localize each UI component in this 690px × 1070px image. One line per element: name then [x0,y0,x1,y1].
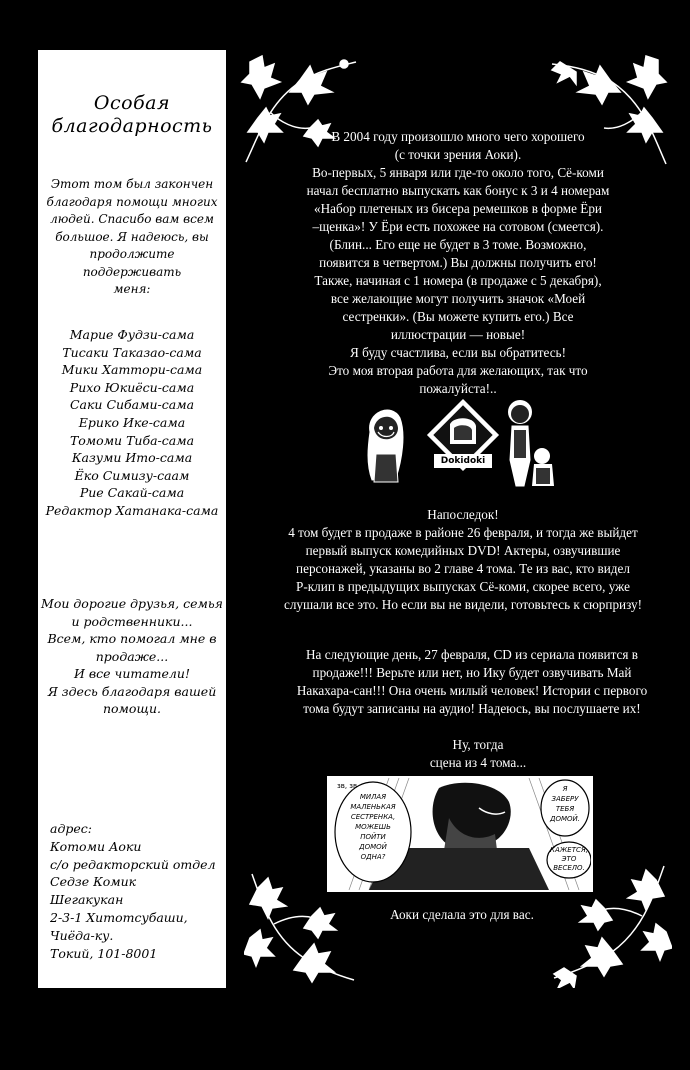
intro-line: большое. Я надеюсь, вы [55,229,209,244]
scene-intro [380,736,576,772]
intro-line: Этот том был закончен [50,177,214,191]
thanks-name: Редактор Хатанака-сама [45,502,219,518]
intro-line: продолжите поддерживать [82,247,182,279]
thanks-panel [38,50,226,988]
address-line: Седзе Комик [50,874,137,890]
speech-bubble-right-lower [547,846,591,873]
address-line: 2-3-1 Хитотсубаши, [50,909,188,925]
text-line: –щенка»! У Ёри есть похожее на сотовом (смеется). [312,219,604,234]
speech-bubble-left [341,792,405,862]
text-line: Это моя вторая работа для желающих, так что [328,363,588,378]
bubble-line: ДОМОЙ [359,843,387,851]
thanks-friends [40,595,224,718]
friends-line: И все читатели! [74,666,190,681]
intro-line: людей. Спасибо вам всем [50,212,214,226]
bubble-line: МОЖЕШЬ [355,823,391,831]
thanks-name: Томоми Тиба-сама [69,432,195,448]
bubble-line: КАЖЕТСЯ, [550,846,588,854]
chibi-boys-figure [508,400,554,486]
intro-line: благодаря помощи многих [46,194,218,209]
thanks-name: Рихо Юкиёси-сама [69,379,195,395]
badge-label: Dokidoki [440,456,486,466]
manga-panel-preview [327,776,593,892]
text-line: тома будут записаны на аудио! Надеюсь, вы послушаете их! [303,701,641,716]
text-line: продаже!!! Верьте или нет, но Ику будет озвучивать Май [312,665,632,680]
friends-line: Всем, кто помогал мне в [47,631,217,646]
text-line: сестренки». (Вы можете купить его.) Все [342,309,574,324]
thanks-name: Саки Сибами-сама [69,397,195,413]
thanks-title-line: Особая [93,92,171,114]
thanks-name: Тисаки Таказао-сама [62,344,202,360]
bubble-line: МАЛЕНЬКАЯ [350,803,396,811]
text-line: Накахара-сан!!! Она очень милый человек! Истории с первого [296,683,648,698]
bubble-line: ТЕБЯ [555,805,575,813]
text-line: иллюстрации — новые! [390,327,526,342]
text-line: «Набор плетеных из бисера ремешков в форме Ёри [314,201,602,216]
bubble-line: ДОМОЙ. [550,815,580,823]
text-line: (с точки зрения Аоки). [394,147,522,162]
bubble-line: Я [562,785,568,793]
text-line: P-клип в предыдущих выпусках Сё-коми, скорее всего, уже [296,579,630,594]
text-line: первый выпуск комедийных DVD! Актеры, озвучившие [305,543,621,558]
text-line: Напоследок! [427,507,499,522]
chibi-characters-image [362,398,558,490]
text-line: начал бесплатно выпускать как бонус к 3 и 4 номерам [306,183,610,198]
friends-line: и родственники... [71,613,193,629]
text-line: пожалуйста!.. [419,381,497,396]
address-line: c/o редакторский отдел [50,856,216,872]
thanks-name: Казуми Ито-сама [71,450,193,466]
text-line: слушали все это. Но если вы не видели, готовьтесь к сюрпризу! [283,597,643,612]
text-line: сцена из 4 тома... [429,755,527,770]
chibi-illustrations [362,398,558,490]
cd-announcement [262,646,682,718]
friends-line: продаже... [95,648,169,664]
text-line: 4 том будет в продаже в районе 26 февраля, и тогда же выйдет [288,525,638,540]
thanks-names-list [38,326,226,520]
sound-effect-label: зв, зв [337,782,358,790]
text-line: Ну, тогда [452,737,504,752]
thanks-name: Ерико Ике-сама [78,414,186,430]
text-line: (Блин... Его еще не будет в 3 томе. Возможно, [329,237,587,252]
thanks-title [38,92,226,138]
thanks-name: Мики Хаттори-сама [61,362,203,378]
bubble-line: ПОЙТИ [360,833,386,841]
mailing-address [50,820,222,962]
text-line: Я буду счастлива, если вы обратитесь! [350,345,566,360]
bubble-line: ВЕСЕЛО. [553,864,585,872]
bubble-line: ЭТО [561,855,577,863]
bubble-line: СЕСТРЕНКА, [350,813,396,821]
text-line: Также, начиная с 1 номера (в продаже с 5 декабря), [314,273,602,288]
bubble-line: ОДНА? [360,853,386,861]
text-line: появится в четвертом.) Вы должны получить его! [319,255,597,270]
address-line: адрес: [50,821,92,836]
speech-bubble-right [543,784,587,824]
friends-line: Мои дорогие друзья, семья [41,596,223,611]
friends-line: помощи. [102,701,161,716]
address-line: Шегакукан [50,892,124,908]
text-line: персонажей, указаны во 2 главе 4 тома. Те из вас, кто видел [296,561,630,576]
address-line: Чиёда-ку. [50,927,114,943]
text-line: В 2004 году произошло много чего хорошего [331,129,585,144]
text-line: все желающие могут получить значок «Моей [330,291,586,306]
dvd-announcement [272,506,654,614]
thanks-name: Марие Фудзи-сама [69,327,195,342]
news-2004-paragraph [274,128,642,398]
address-line: Токий, 101-8001 [50,945,158,961]
text-line: На следующие день, 27 февраля, CD из сериала появится в [306,647,638,662]
thanks-name: Ёко Симизу-саам [74,467,190,483]
bubble-line: МИЛАЯ [359,793,387,801]
intro-line: меня: [113,282,151,296]
bubble-line: ЗАБЕРУ [551,795,579,803]
thanks-title-line: благодарность [51,115,213,137]
text-line: Во-первых, 5 января или где-то около того, Сё-коми [312,165,604,180]
thanks-name: Рие Сакай-сама [79,485,185,501]
thanks-intro [40,176,224,299]
panel-caption: Аоки сделала это для вас. [390,907,534,922]
friends-line: Я здесь благодаря вашей [47,683,217,699]
chibi-girl-figure [368,410,403,482]
address-line: Котоми Аоки [50,838,142,854]
